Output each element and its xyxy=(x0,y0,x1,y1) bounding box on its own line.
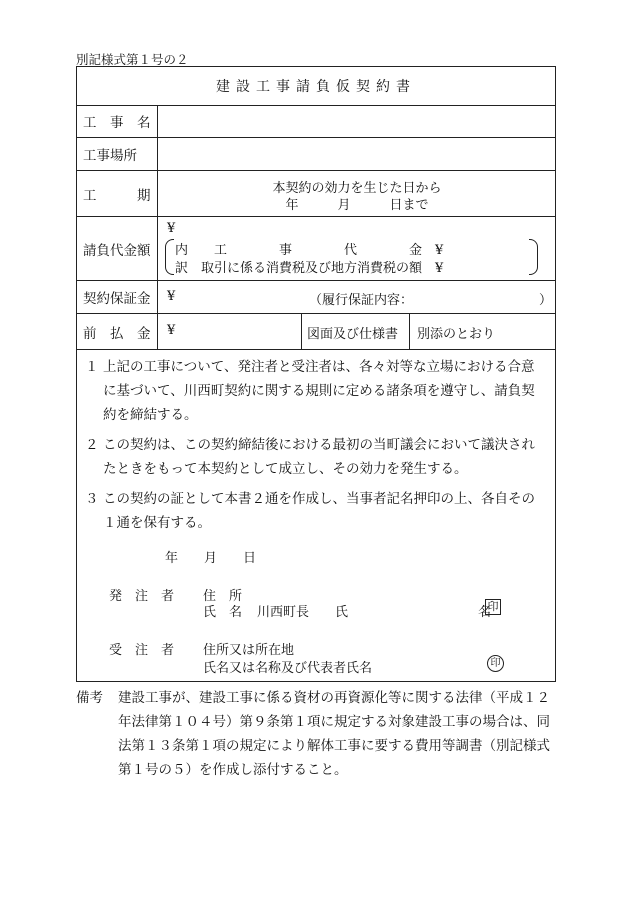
label-ukeoi: 請負代金額 xyxy=(77,217,158,280)
contractor-role: 受 注 者 xyxy=(109,643,175,658)
contractor-seal: 印 xyxy=(487,655,504,672)
label-koki: 工 期 xyxy=(77,171,158,216)
remarks-text: 建設工事が、建設工事に係る資材の再資源化等に関する法律（平成１２年法律第１０４号）第９条第１項に規定する対象建設工事の場合は、同法第１３条第１項の規定により解体工事に要する費用等調書（別記様式第１号の５）を作成し添付すること。 xyxy=(118,690,550,778)
ukeoi-breakdown-2: 訳 取引に係る消費税及び地方消費税の額 ¥ xyxy=(175,261,444,276)
paragraph-3-text: この契約の証として本書２通を作成し、当事者記名押印の上、各自その１通を保有する。 xyxy=(103,491,535,531)
form-number-label: 別記様式第１号の２ xyxy=(76,52,189,67)
form-title: 建設工事請負仮契約書 xyxy=(77,67,555,106)
ukeoi-yen: ¥ xyxy=(167,221,176,236)
maebarai-yen: ¥ xyxy=(167,323,176,338)
koki-line1: 本契約の効力を生じた日から xyxy=(272,181,442,196)
hosho-yen: ¥ xyxy=(167,289,176,304)
remarks-heading: 備考 xyxy=(76,690,103,706)
orderer-address-label: 住 所 xyxy=(203,589,243,604)
orderer-seal-mark xyxy=(485,599,501,615)
value-koji-mei[interactable] xyxy=(159,105,555,137)
hosho-note: （履行保証内容： xyxy=(309,293,414,308)
label-koji-basho: 工事場所 xyxy=(77,138,158,170)
value-zumen: 別添のとおり xyxy=(417,327,496,342)
contractor-address-label: 住所又は所在地 xyxy=(203,643,295,658)
label-koji-mei: 工 事 名 xyxy=(77,105,158,137)
divider-zumen xyxy=(409,314,410,349)
bracket-left xyxy=(165,239,174,275)
value-maebarai xyxy=(159,314,555,349)
contractor-seal-mark xyxy=(487,655,504,672)
orderer-role: 発 注 者 xyxy=(109,589,175,604)
paragraph-3-num: ３ xyxy=(85,491,99,507)
paragraph-1-num: １ xyxy=(85,359,99,375)
contract-date: 年 月 日 xyxy=(165,551,257,566)
orderer-seal: 印 xyxy=(485,599,501,615)
contract-form xyxy=(76,66,556,682)
row-koki xyxy=(77,171,555,217)
row-ukeoi xyxy=(77,217,555,281)
bracket-right xyxy=(529,239,538,275)
orderer-name-label: 氏 名 xyxy=(203,605,243,620)
value-koki xyxy=(159,171,555,216)
orderer-name-value: 川西町長 氏 名 xyxy=(257,605,492,620)
row-maebarai xyxy=(77,314,555,350)
value-ukeoi xyxy=(159,217,555,280)
row-koji-basho xyxy=(77,138,555,171)
row-hosho xyxy=(77,281,555,314)
paragraph-2-text: この契約は、この契約締結後における最初の当町議会において議決されたときをもって本契約として成立し、その効力を発生する。 xyxy=(103,437,535,477)
koki-line2: 年 月 日まで xyxy=(285,198,429,213)
label-maebarai: 前 払 金 xyxy=(77,314,158,349)
paragraph-2-num: ２ xyxy=(85,437,99,453)
value-koji-basho[interactable] xyxy=(159,138,555,170)
ukeoi-breakdown-1: 内 工 事 代 金 ¥ xyxy=(175,243,444,258)
label-hosho: 契約保証金 xyxy=(77,281,158,313)
paragraph-1 xyxy=(85,355,555,427)
value-hosho xyxy=(159,281,555,313)
label-zumen: 図面及び仕様書 xyxy=(307,327,399,342)
paragraph-3 xyxy=(85,487,555,535)
row-koji-mei xyxy=(77,105,555,138)
paragraph-2 xyxy=(85,433,555,481)
paragraph-1-text: 上記の工事について、発注者と受注者は、各々対等な立場における合意に基づいて、川西町契約に関する規則に定める諸条項を遵守し、請負契約を締結する。 xyxy=(103,359,535,423)
contractor-name-label: 氏名又は名称及び代表者氏名 xyxy=(203,661,373,676)
divider-maebarai xyxy=(301,314,302,349)
hosho-close-paren: ） xyxy=(539,293,553,308)
